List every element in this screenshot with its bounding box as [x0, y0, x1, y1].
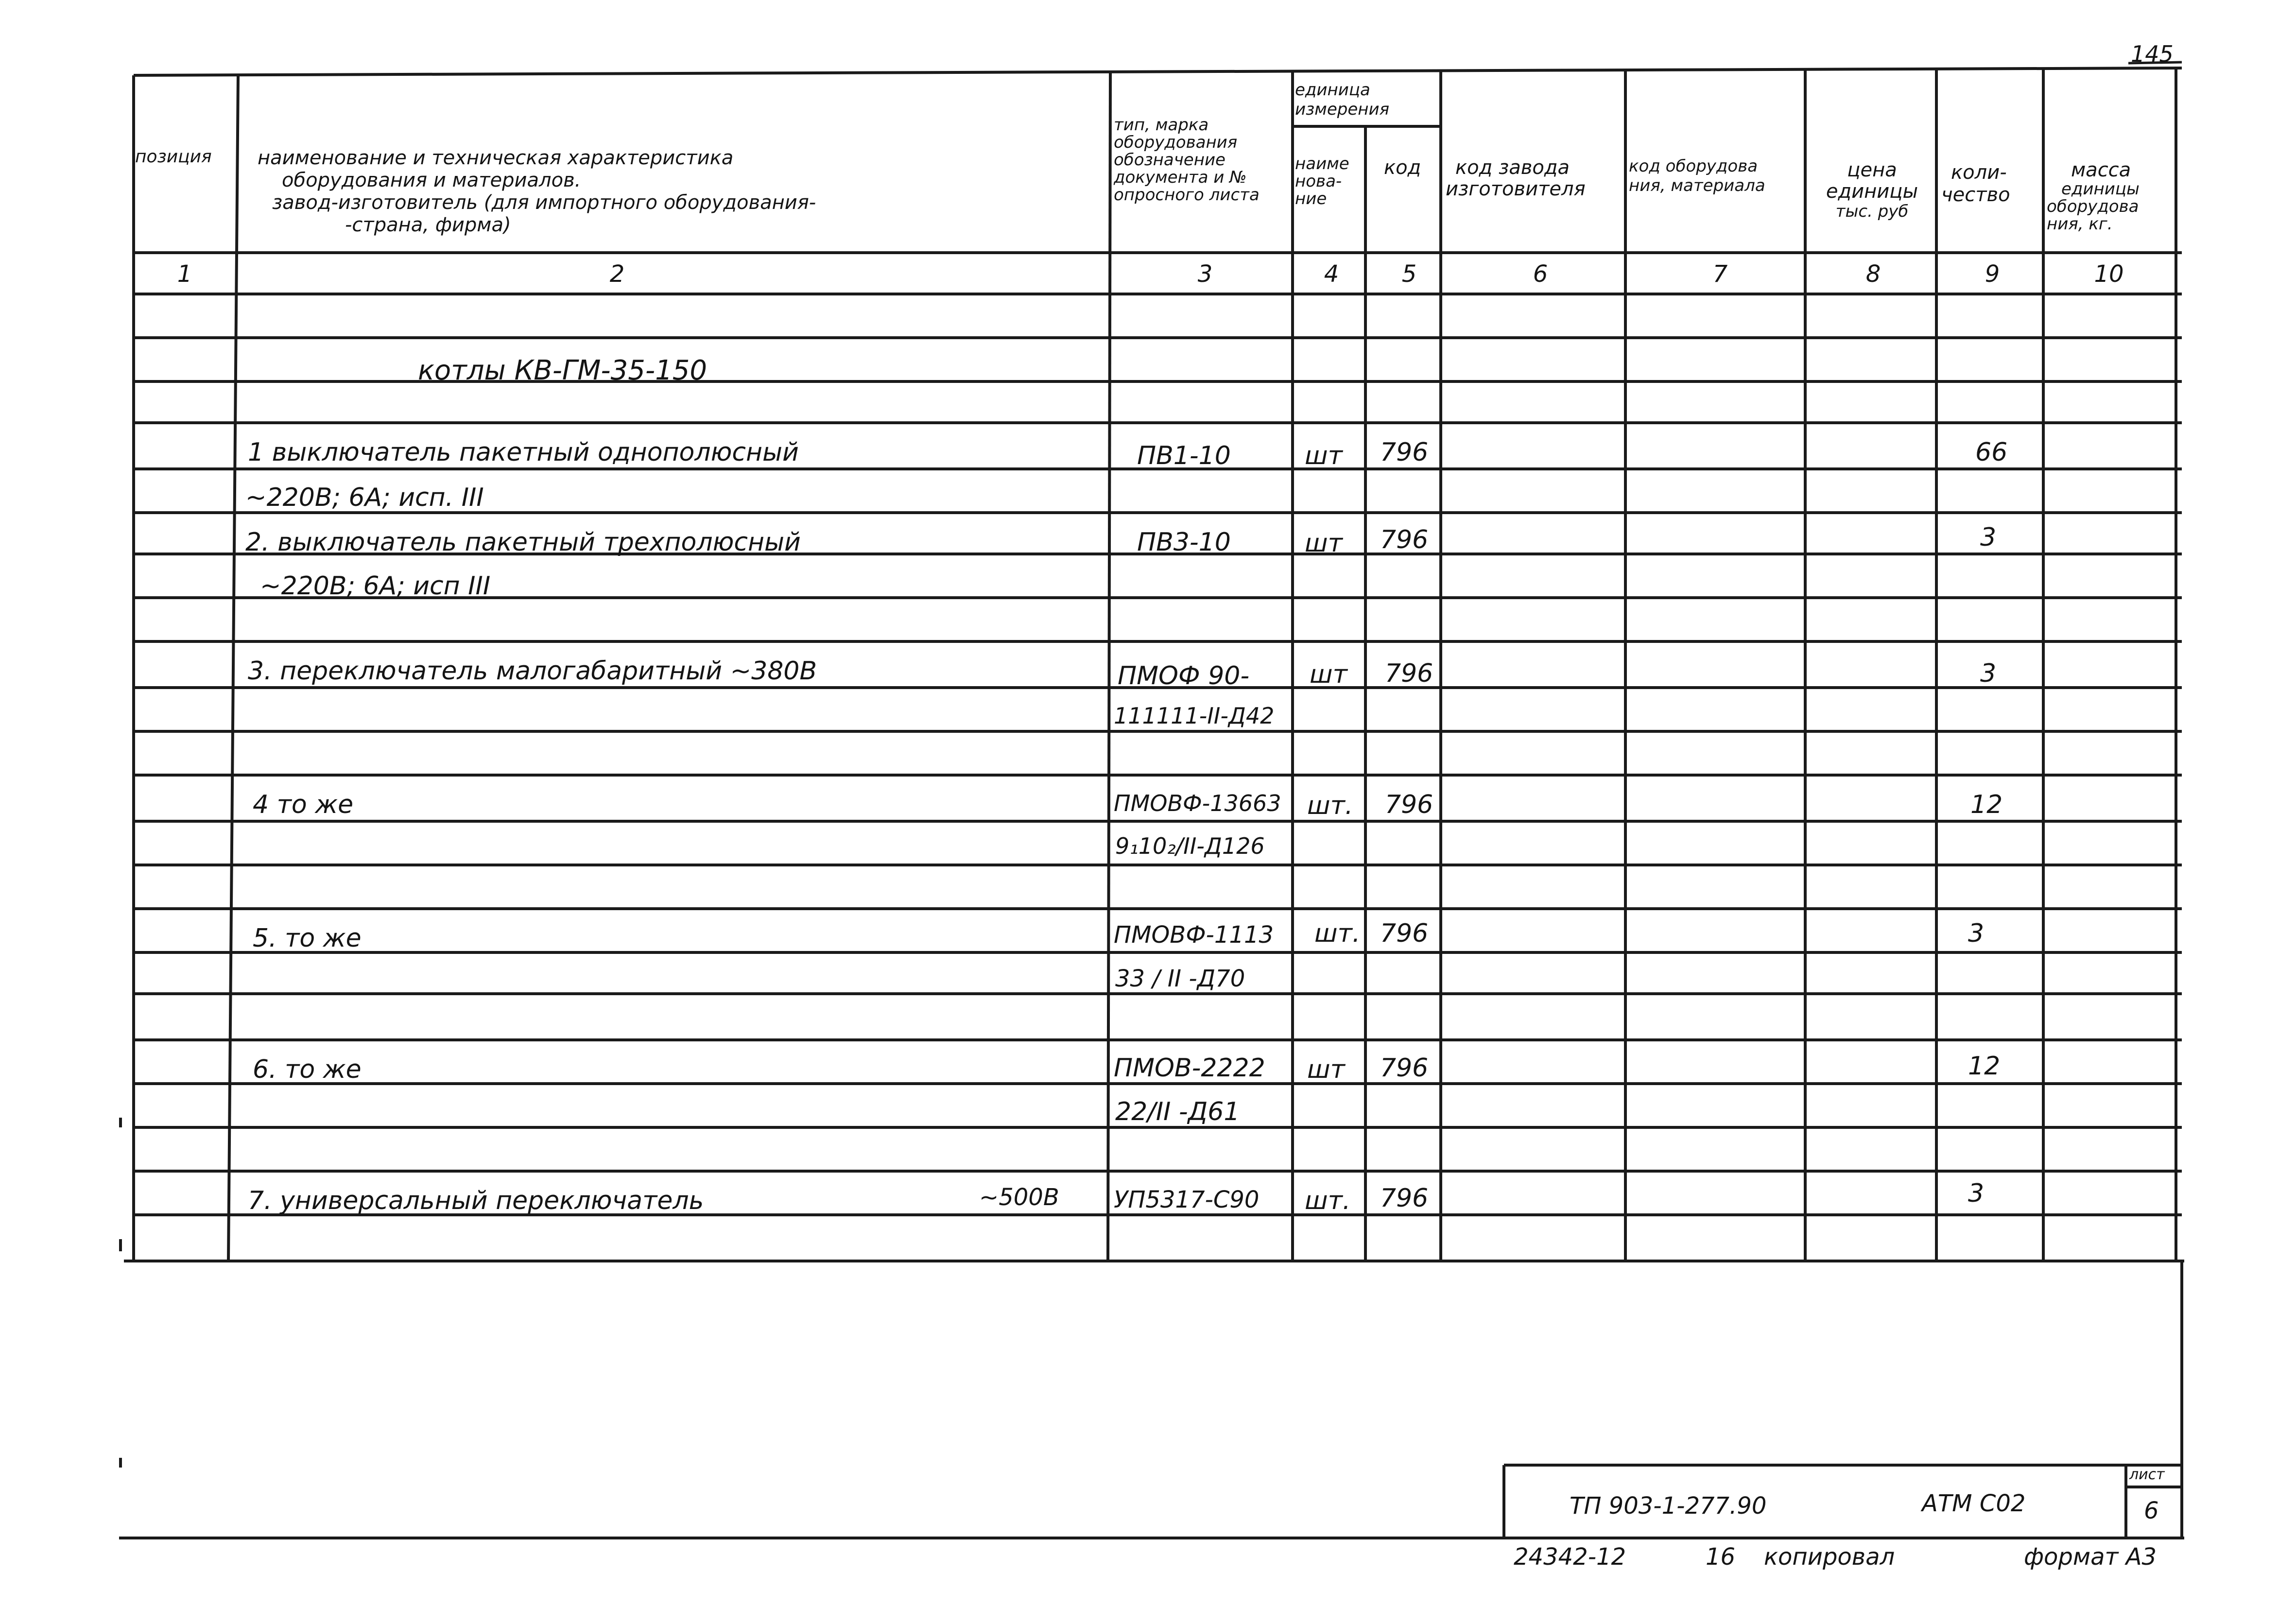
row-6-type: 111111-II-Д42 [1114, 703, 1275, 729]
row-11-unit: шт [1307, 1055, 1345, 1084]
header-code: код [1384, 156, 1421, 179]
stamp-mark: АТМ С02 [1922, 1490, 2026, 1517]
header-mass-2: единицы [2061, 179, 2140, 199]
row-3-code: 796 [1380, 525, 1429, 554]
row-1-qty: 66 [1975, 438, 2008, 467]
row-7-qty: 12 [1970, 790, 2003, 819]
row-9-code: 796 [1380, 919, 1429, 948]
column-number-9: 9 [1985, 260, 2000, 288]
header-price-block [1815, 160, 1929, 220]
row-11-qty: 12 [1968, 1052, 2001, 1081]
header-type-line-2: оборудования [1114, 133, 1238, 152]
column-number-7: 7 [1712, 260, 1728, 288]
header-name-line-2: оборудования и материалов. [282, 169, 581, 191]
header-type-line-5: опросного листа [1114, 185, 1260, 205]
row-3-qty: 3 [1980, 523, 1997, 552]
header-name-block [258, 147, 816, 236]
row-11-code: 796 [1380, 1054, 1429, 1083]
row-12-type: 22/II -Д61 [1115, 1097, 1240, 1126]
row-9-name: 5. то же [253, 924, 362, 953]
row-5-code: 796 [1385, 659, 1433, 688]
column-number-3: 3 [1197, 260, 1213, 288]
header-price-3: тыс. руб [1835, 202, 1909, 221]
header-type-block [1114, 117, 1260, 203]
header-equipment-code-1: код оборудова [1629, 156, 1758, 176]
header-mass-block [2047, 160, 2139, 232]
row-7-code: 796 [1385, 790, 1433, 819]
header-type-line-1: тип, марка [1114, 115, 1209, 135]
row-13-code: 796 [1380, 1184, 1429, 1213]
header-unit-name-3: ние [1295, 189, 1327, 208]
stamp-document-number: ТП 903-1-277.90 [1570, 1492, 1767, 1520]
header-equipment-code-2: ния, материала [1629, 176, 1765, 195]
row-3-type: ПВ3-10 [1137, 528, 1231, 557]
column-number-8: 8 [1865, 260, 1881, 288]
row-7-type: ПМОВФ-13663 [1114, 790, 1281, 816]
header-mass-1: масса [2071, 159, 2131, 181]
header-type-line-3: обозначение [1114, 150, 1226, 170]
row-13-qty: 3 [1968, 1179, 1985, 1208]
row-9-unit: шт. [1314, 919, 1361, 948]
row-2-name: ~220В; 6А; исп. III [245, 483, 484, 512]
row-1-code: 796 [1380, 438, 1429, 467]
header-price-2: единицы [1826, 180, 1918, 203]
header-unit-name-block [1295, 156, 1349, 207]
row-5-name: 3. переключатель малогабаритный ~380В [248, 657, 817, 686]
section-title: котлы КВ-ГМ-35-150 [418, 355, 707, 386]
row-4-name: ~220В; 6А; исп III [260, 571, 491, 601]
row-1-unit: шт [1305, 441, 1343, 470]
row-13-type: УП5317-С90 [1114, 1186, 1260, 1213]
row-13-name: 7. универсальный переключатель [248, 1186, 704, 1215]
footer-inventory-number: 24342-12 [1514, 1543, 1626, 1571]
row-5-unit: шт [1310, 660, 1347, 689]
header-quantity-block [1941, 163, 2010, 205]
header-quantity-2: чество [1941, 184, 2010, 206]
column-number-10: 10 [2094, 260, 2124, 288]
header-price-1: цена [1847, 159, 1897, 181]
row-11-type: ПМОВ-2222 [1114, 1054, 1265, 1083]
stamp-sheet-number: 6 [2144, 1497, 2159, 1524]
header-unit-name-1: наиме [1295, 154, 1349, 173]
row-13-voltage: ~500В [979, 1184, 1059, 1211]
footer-number: 16 [1706, 1543, 1736, 1571]
footer-copied: копировал [1764, 1543, 1895, 1571]
row-9-type: ПМОВФ-1113 [1114, 921, 1274, 949]
row-5-qty: 3 [1980, 659, 1997, 688]
header-type-line-4: документа и № [1114, 168, 1247, 187]
header-unit-group-1: единица [1295, 80, 1370, 100]
row-11-name: 6. то же [253, 1055, 362, 1084]
header-quantity-1: коли- [1951, 161, 2007, 184]
stamp-sheet-label: лист [2129, 1466, 2165, 1483]
row-3-unit: шт [1305, 529, 1343, 558]
row-1-name: 1 выключатель пакетный однополюсный [248, 438, 799, 467]
row-3-name: 2. выключатель пакетный трехполюсный [245, 528, 801, 557]
header-mass-4: ния, кг. [2047, 214, 2113, 234]
footer-format: формат А3 [2024, 1543, 2157, 1571]
row-10-type: 33 / II -Д70 [1115, 965, 1245, 992]
column-number-4: 4 [1324, 260, 1339, 288]
header-name-line-1: наименование и техническая характеристика [258, 147, 734, 169]
row-7-unit: шт. [1307, 791, 1353, 820]
column-number-1: 1 [177, 260, 192, 288]
row-5-type: ПМОФ 90- [1118, 661, 1250, 691]
column-number-5: 5 [1401, 260, 1417, 288]
header-plant-code-block [1446, 158, 1586, 199]
page-number: 145 [2131, 41, 2174, 67]
header-plant-code-2: изготовителя [1446, 178, 1586, 200]
header-name-line-4: -страна, фирма) [345, 214, 511, 236]
row-7-name: 4 то же [253, 790, 354, 819]
header-name-line-3: завод-изготовитель (для импортного оборудования- [272, 191, 816, 214]
row-1-type: ПВ1-10 [1137, 441, 1231, 470]
row-9-qty: 3 [1968, 919, 1985, 948]
column-number-6: 6 [1533, 260, 1548, 288]
header-mass-3: оборудова [2047, 197, 2139, 216]
row-8-type: 9₁10₂/II-Д126 [1115, 833, 1265, 859]
column-number-2: 2 [609, 260, 625, 288]
header-unit-group-2: измерения [1295, 100, 1390, 119]
header-unit-name-2: нова- [1295, 172, 1342, 191]
header-position: позиция [135, 147, 212, 167]
header-equipment-code-block [1629, 158, 1765, 194]
row-13-unit: шт. [1305, 1186, 1351, 1215]
header-plant-code-1: код завода [1455, 156, 1570, 179]
